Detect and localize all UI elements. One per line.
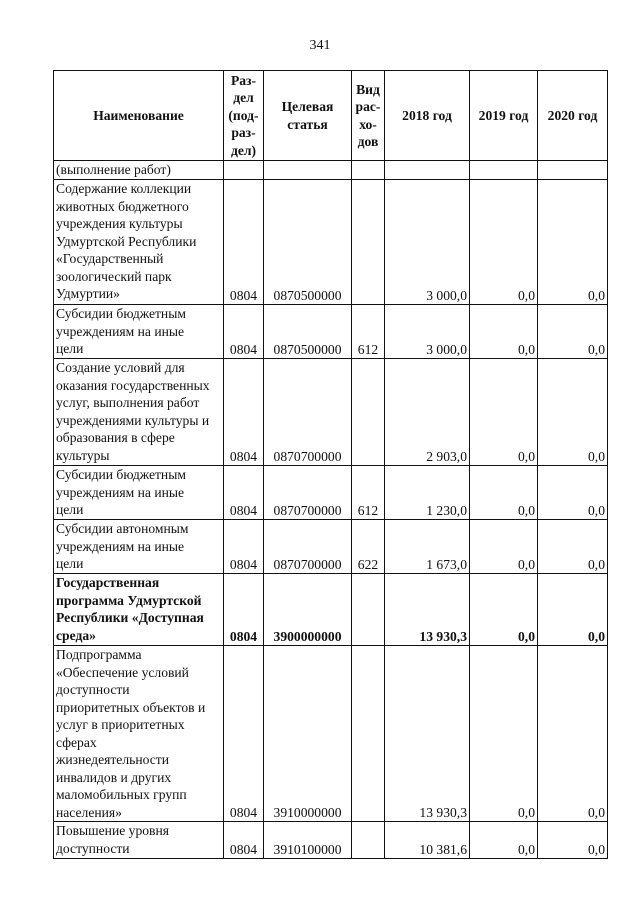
table-header-row bbox=[54, 71, 608, 161]
table-row bbox=[54, 822, 608, 859]
row-2018: 1 230,0 bbox=[385, 466, 470, 520]
header-name: Наименование bbox=[54, 71, 224, 161]
row-2018: 3 000,0 bbox=[385, 180, 470, 305]
header-2020: 2020 год bbox=[538, 71, 608, 161]
row-expense: 612 bbox=[352, 466, 385, 520]
row-name: (выполнение работ) bbox=[54, 161, 224, 180]
row-name: Субсидии бюджетным учреждениям на иные цели bbox=[54, 305, 224, 359]
row-target: 0870500000 bbox=[264, 180, 352, 305]
table-row bbox=[54, 520, 608, 574]
row-2020: 0,0 bbox=[538, 520, 608, 574]
row-section: 0804 bbox=[224, 822, 264, 859]
row-expense bbox=[352, 574, 385, 646]
row-expense bbox=[352, 822, 385, 859]
row-2019: 0,0 bbox=[470, 305, 538, 359]
row-target: 3900000000 bbox=[264, 574, 352, 646]
row-2019: 0,0 bbox=[470, 520, 538, 574]
row-expense bbox=[352, 180, 385, 305]
row-section: 0804 bbox=[224, 646, 264, 822]
row-2018: 13 930,3 bbox=[385, 574, 470, 646]
row-2019: 0,0 bbox=[470, 359, 538, 466]
row-name: Субсидии автономным учреждениям на иные цели bbox=[54, 520, 224, 574]
row-name: Подпрограмма «Обеспечение условий доступности приоритетных объектов и услуг в приоритетных сферах жизнедеятельности инвалидов и других маломобильных групп населения» bbox=[54, 646, 224, 822]
header-section: Раз- дел (под- раз- дел) bbox=[224, 71, 264, 161]
table-row bbox=[54, 646, 608, 822]
table-row bbox=[54, 466, 608, 520]
row-target bbox=[264, 161, 352, 180]
row-section: 0804 bbox=[224, 520, 264, 574]
table-row-program bbox=[54, 574, 608, 646]
row-2020: 0,0 bbox=[538, 305, 608, 359]
row-target: 0870700000 bbox=[264, 466, 352, 520]
row-2020: 0,0 bbox=[538, 180, 608, 305]
row-2018: 10 381,6 bbox=[385, 822, 470, 859]
row-2020: 0,0 bbox=[538, 359, 608, 466]
header-2019: 2019 год bbox=[470, 71, 538, 161]
row-expense bbox=[352, 646, 385, 822]
row-2019: 0,0 bbox=[470, 574, 538, 646]
header-2018: 2018 год bbox=[385, 71, 470, 161]
row-2019: 0,0 bbox=[470, 180, 538, 305]
row-name: Повышение уровня доступности bbox=[54, 822, 224, 859]
row-2020: 0,0 bbox=[538, 466, 608, 520]
table-row bbox=[54, 359, 608, 466]
row-expense: 622 bbox=[352, 520, 385, 574]
row-2018: 3 000,0 bbox=[385, 305, 470, 359]
row-section: 0804 bbox=[224, 359, 264, 466]
row-2018: 13 930,3 bbox=[385, 646, 470, 822]
row-2019: 0,0 bbox=[470, 646, 538, 822]
row-name: Государственная программа Удмуртской Республики «Доступная среда» bbox=[54, 574, 224, 646]
row-2019 bbox=[470, 161, 538, 180]
row-2020: 0,0 bbox=[538, 822, 608, 859]
budget-table bbox=[53, 70, 608, 859]
row-name: Субсидии бюджетным учреждениям на иные цели bbox=[54, 466, 224, 520]
row-2019: 0,0 bbox=[470, 466, 538, 520]
table-row bbox=[54, 180, 608, 305]
row-target: 3910000000 bbox=[264, 646, 352, 822]
header-expense: Вид рас- хо- дов bbox=[352, 71, 385, 161]
header-target: Целевая статья bbox=[264, 71, 352, 161]
row-expense: 612 bbox=[352, 305, 385, 359]
row-expense bbox=[352, 359, 385, 466]
row-target: 0870700000 bbox=[264, 520, 352, 574]
page-number: 341 bbox=[309, 38, 331, 53]
row-section bbox=[224, 161, 264, 180]
row-section: 0804 bbox=[224, 574, 264, 646]
row-section: 0804 bbox=[224, 466, 264, 520]
row-target: 3910100000 bbox=[264, 822, 352, 859]
table-row bbox=[54, 305, 608, 359]
row-name: Содержание коллекции животных бюджетного учреждения культуры Удмуртской Республики «Государственный зоологический парк Удмуртии» bbox=[54, 180, 224, 305]
row-2018: 1 673,0 bbox=[385, 520, 470, 574]
table-row bbox=[54, 161, 608, 180]
row-section: 0804 bbox=[224, 180, 264, 305]
row-target: 0870500000 bbox=[264, 305, 352, 359]
row-2020 bbox=[538, 161, 608, 180]
row-2019: 0,0 bbox=[470, 822, 538, 859]
row-section: 0804 bbox=[224, 305, 264, 359]
row-expense bbox=[352, 161, 385, 180]
row-2020: 0,0 bbox=[538, 646, 608, 822]
row-2018: 2 903,0 bbox=[385, 359, 470, 466]
row-target: 0870700000 bbox=[264, 359, 352, 466]
row-2018 bbox=[385, 161, 470, 180]
row-name: Создание условий для оказания государственных услуг, выполнения работ учреждениями культуры и образования в сфере культуры bbox=[54, 359, 224, 466]
row-2020: 0,0 bbox=[538, 574, 608, 646]
